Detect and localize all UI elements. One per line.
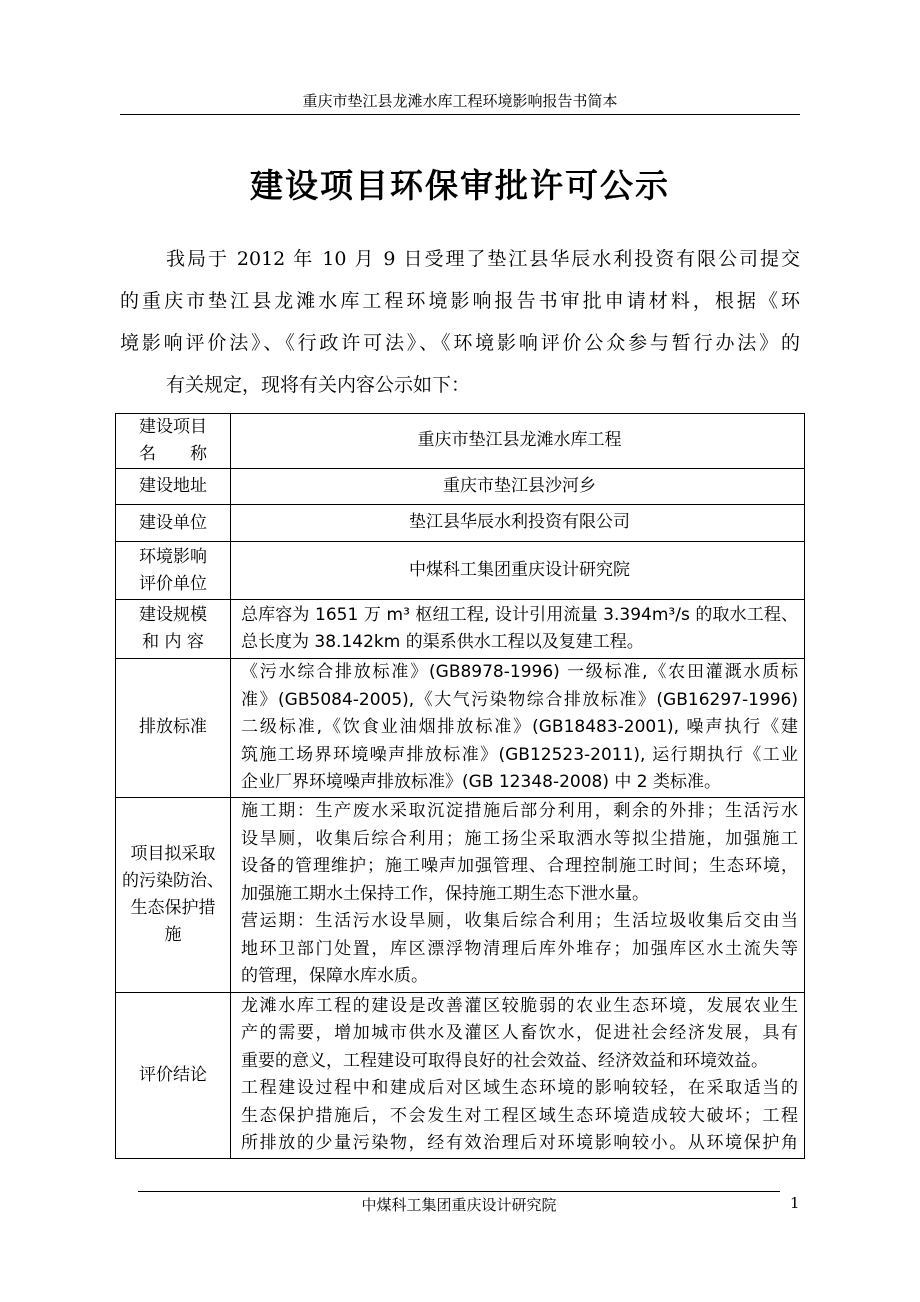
running-header: 重庆市垫江县龙滩水库工程环境影响报告书简本 [302,92,618,110]
footer-text: 中煤科工集团重庆设计研究院 [361,1196,557,1214]
row-value-line: 设备的管理维护；施工噪声加强管理、合理控制施工时间；生态环境， [241,856,798,877]
row-value-line: 总长度为 38.142km 的渠系供水工程以及复建工程。 [241,632,644,652]
row-label [116,414,231,469]
row-label-line: 排放标准 [139,717,207,738]
row-label [116,600,231,659]
row-value-line: 重要的意义，工程建设可取得良好的社会效益、经济效益和环境效益。 [241,1050,768,1071]
row-value-line: 营运期：生活污水设旱厕，收集后综合利用；生活垃圾收集后交由当 [241,911,798,932]
table-row [116,505,805,542]
row-value [231,505,805,542]
row-label-line: 的污染防治、 [122,870,224,891]
row-value-line: 设旱厕，收集后综合利用；施工扬尘采取洒水等拟尘措施，加强施工 [241,828,798,849]
row-value [231,797,805,992]
header-rule [120,114,800,115]
row-value-line: 加强施工期水土保持工作，保持施工期生态下泄水量。 [241,883,649,904]
document-title: 建设项目环保审批许可公示 [250,166,670,205]
intro-line: 有关规定，现将有关内容公示如下： [166,374,471,396]
table-row [116,469,805,505]
row-value-line: 筑施工场界环境噪声排放标准》(GB12523-2011), 运行期执行《工业 [241,744,798,765]
row-value [231,542,805,600]
footer-rule [138,1191,780,1192]
table-row [116,992,805,1158]
row-label [116,797,231,992]
row-value-line: 企业厂界环境噪声排放标准》(GB 12348-2008) 中 2 类标准。 [241,772,722,792]
page-number: 1 [790,1194,800,1212]
row-label [116,542,231,600]
row-value [231,469,805,505]
row-label-line: 环境影响 [139,546,207,567]
row-value-line: 准》(GB5084-2005),《大气污染物综合排放标准》(GB16297-1996) [241,689,798,710]
row-label [116,469,231,505]
row-label-line: 建设规模 [139,605,207,625]
row-value-line: 所排放的少量污染物，经有效治理后对环境影响较小。从环境保护角 [241,1133,798,1153]
row-label-line: 建设项目 [139,417,207,437]
row-value [231,600,805,659]
row-label-line: 建设单位 [139,512,207,533]
row-value-line: 总库容为 1651 万 m³ 枢纽工程, 设计引用流量 3.394m³/s 的取水工程、 [241,604,798,625]
intro-paragraph [120,238,800,406]
row-value-line: 重庆市垫江县沙河乡 [443,475,596,496]
row-value [231,659,805,798]
intro-line: 我局于 2012 年 10 月 9 日受理了垫江县华辰水利投资有限公司提交 [166,248,800,270]
intro-line: 境影响评价法》、《行政许可法》、《环境影响评价公众参与暂行办法》的 [120,332,800,354]
row-value-line: 龙滩水库工程的建设是改善灌区较脆弱的农业生态环境，发展农业生 [241,995,798,1016]
row-label-line: 名 称 [139,444,207,464]
disclosure-table [115,413,805,1159]
row-value-line: 二级标准,《饮食业油烟排放标准》(GB18483-2001), 噪声执行《建 [241,717,798,737]
row-label-line: 和 内 容 [142,632,204,652]
row-value-line: 工程建设过程中和建成后对区域生态环境的影响较轻，在采取适当的 [241,1078,798,1098]
row-label-line: 生态保护措 [130,897,216,918]
row-label-line: 项目拟采取 [130,843,216,864]
row-label [116,505,231,542]
row-label [116,992,231,1158]
table-row [116,600,805,659]
row-value-line: 施工期：生产废水采取沉淀措施后部分利用，剩余的外排；生活污水 [241,801,798,822]
intro-line: 的重庆市垫江县龙滩水库工程环境影响报告书审批申请材料，根据《环 [120,290,800,312]
table-row [116,797,805,992]
row-value [231,992,805,1158]
row-value [231,414,805,469]
row-value-line: 垫江县华辰水利投资有限公司 [409,512,630,533]
row-value-line: 地环卫部门处置，库区漂浮物清理后库外堆存；加强库区水土流失等 [241,938,798,959]
row-label-line: 建设地址 [139,476,207,496]
row-value-line: 《污水综合排放标准》(GB8978-1996) 一级标准,《农田灌溉水质标 [241,662,798,682]
row-value-line: 的管理，保障水库水质。 [241,966,428,987]
row-value-line: 生态保护措施后，不会发生对工程区域生态环境造成较大破坏；工程 [241,1105,798,1126]
row-value-line: 重庆市垫江县龙滩水库工程 [417,430,622,451]
row-value-line: 中煤科工集团重庆设计研究院 [409,559,630,580]
row-label-line: 评价单位 [139,573,207,594]
row-label-line: 评价结论 [139,1064,207,1085]
table-row [116,542,805,600]
row-label [116,659,231,798]
row-label-line: 施 [164,924,182,945]
table-row [116,659,805,798]
row-value-line: 产的需要，增加城市供水及灌区人畜饮水，促进社会经济发展，具有 [241,1023,798,1043]
table-row [116,414,805,469]
